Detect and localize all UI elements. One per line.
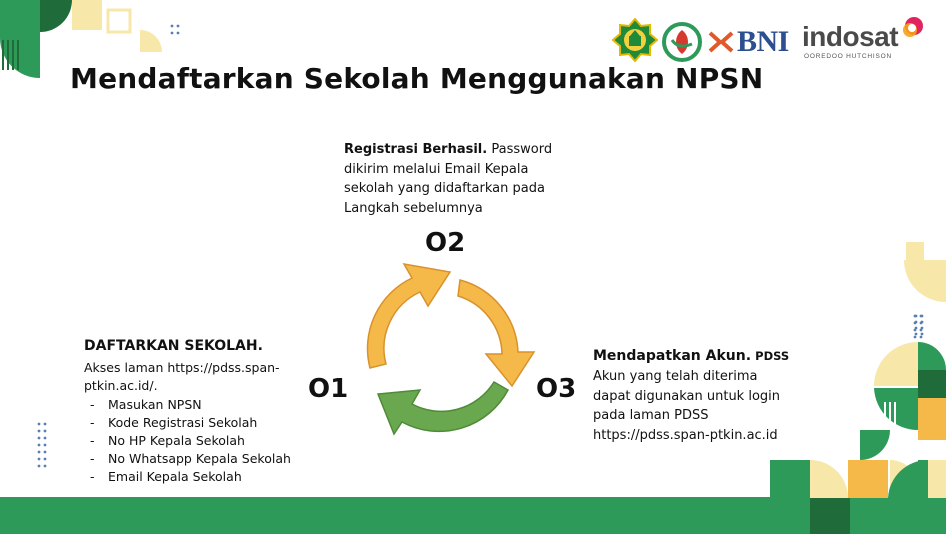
ptkin-logo (662, 22, 702, 62)
decor-dots-left (36, 420, 50, 480)
indosat-mark-icon (898, 14, 926, 42)
step-2-description: Password dikirim melalui Email Kepala sekolah yang didaftarkan pada Langkah sebelumnya (344, 142, 553, 216)
arrow-o2-to-o3 (458, 280, 534, 386)
bni-mark-icon (708, 29, 734, 55)
cycle-diagram (340, 254, 550, 444)
step-1-list (84, 396, 314, 486)
arrow-o3-to-o1 (378, 382, 508, 434)
bni-logo (708, 24, 789, 60)
step-number-o1: O1 (308, 374, 349, 404)
step-number-o2: O2 (425, 228, 466, 258)
step-1-intro: Akses laman https://pdss.span-ptkin.ac.id/. (84, 360, 280, 393)
list-item: - No HP Kepala Sekolah (84, 432, 314, 450)
list-item: - Email Kepala Sekolah (84, 468, 314, 486)
bni-wordmark: BNI (737, 25, 789, 58)
step-1-heading: DAFTARKAN SEKOLAH. (84, 338, 263, 354)
step-3-description: Akun yang telah diterima dapat digunakan untuk login pada laman PDSS https://pdss.span-ptkin.ac.id (593, 369, 781, 443)
step-2-heading: Registrasi Berhasil. (344, 142, 488, 157)
arrow-o1-to-o2 (368, 264, 450, 368)
indosat-wordmark: indosat (802, 21, 899, 52)
step-1-text (84, 337, 314, 486)
indosat-logo (802, 22, 932, 60)
list-item: - No Whatsapp Kepala Sekolah (84, 450, 314, 468)
indosat-subtitle: OOREDOO HUTCHISON (804, 53, 892, 60)
page-title: Mendaftarkan Sekolah Menggunakan NPSN (70, 62, 764, 95)
step-number-o3: O3 (536, 374, 577, 404)
list-item: - Masukan NPSN (84, 396, 314, 414)
step-3-heading: Mendapatkan Akun. (593, 348, 752, 364)
step-3-text (593, 346, 793, 445)
list-item: - Kode Registrasi Sekolah (84, 414, 314, 432)
kemenag-logo (612, 18, 658, 62)
step-2-text (344, 140, 562, 218)
step-3-heading-small: PDSS (755, 349, 790, 363)
decor-dots-right (912, 312, 926, 352)
decor-bottom-right (760, 456, 946, 534)
